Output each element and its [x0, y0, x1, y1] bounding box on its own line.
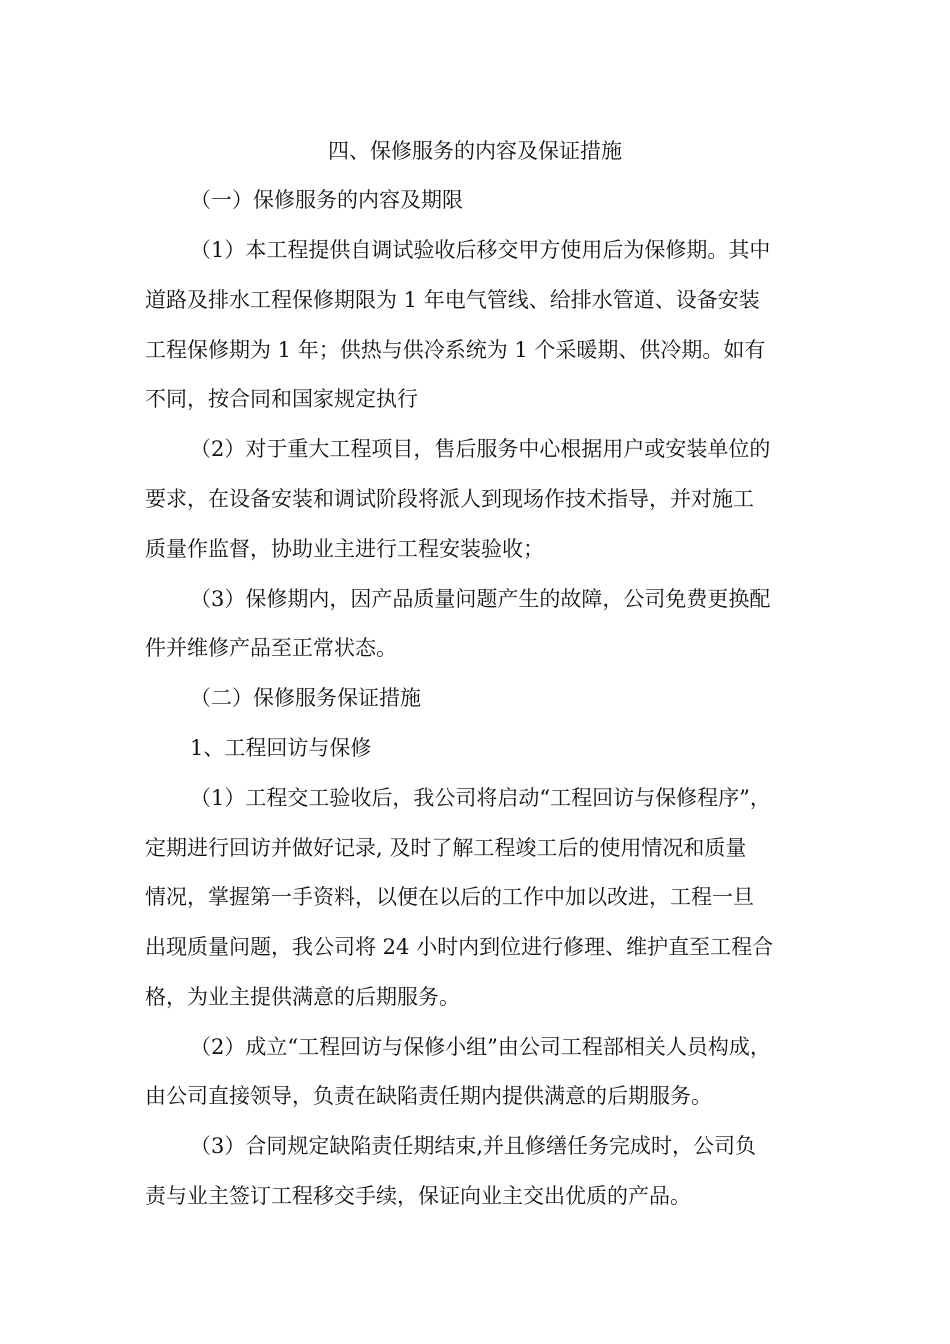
paragraph-line: 责与业主签订工程移交手续，保证向业主交出优质的产品。: [145, 1184, 691, 1208]
paragraph-line: （3）保修期内，因产品质量问题产生的故障，公司免费更换配: [190, 587, 771, 611]
paragraph-line: 出现质量问题，我公司将 24 小时内到位进行修理、维护直至工程合: [145, 935, 774, 959]
section-heading-2: （二）保修服务保证措施: [190, 686, 421, 710]
paragraph-line: 道路及排水工程保修期限为 1 年电气管线、给排水管道、设备安装: [145, 288, 760, 312]
paragraph-line: 情况，掌握第一手资料，以便在以后的工作中加以改进，工程一旦: [145, 885, 754, 909]
paragraph-line: （2）对于重大工程项目，售后服务中心根据用户或安装单位的: [190, 437, 771, 461]
paragraph-line: 定期进行回访并做好记录, 及时了解工程竣工后的使用情况和质量: [145, 836, 747, 860]
paragraph-line: 工程保修期为 1 年；供热与供冷系统为 1 个采暖期、供冷期。如有: [145, 338, 766, 362]
paragraph-line: 质量作监督，协助业主进行工程安装验收；: [145, 537, 544, 561]
paragraph-line: 不同，按合同和国家规定执行: [145, 387, 418, 411]
paragraph-line: 格，为业主提供满意的后期服务。: [145, 985, 460, 1009]
paragraph-line: （3）合同规定缺陷责任期结束,并且修缮任务完成时，公司负: [190, 1134, 757, 1158]
section-heading-1: （一）保修服务的内容及期限: [190, 188, 463, 212]
page-title: 四、保修服务的内容及保证措施: [328, 139, 622, 163]
paragraph-line: （2）成立“工程回访与保修小组”由公司工程部相关人员构成，: [190, 1035, 771, 1059]
paragraph-line: 件并维修产品至正常状态。: [145, 636, 397, 660]
paragraph-line: （1）工程交工验收后，我公司将启动“工程回访与保修程序”，: [190, 786, 771, 810]
subsection-heading: 1、工程回访与保修: [190, 736, 372, 760]
paragraph-line: 要求，在设备安装和调试阶段将派人到现场作技术指导，并对施工: [145, 487, 754, 511]
paragraph-line: 由公司直接领导，负责在缺陷责任期内提供满意的后期服务。: [145, 1084, 712, 1108]
paragraph-line: （1）本工程提供自调试验收后移交甲方使用后为保修期。其中: [190, 238, 771, 262]
